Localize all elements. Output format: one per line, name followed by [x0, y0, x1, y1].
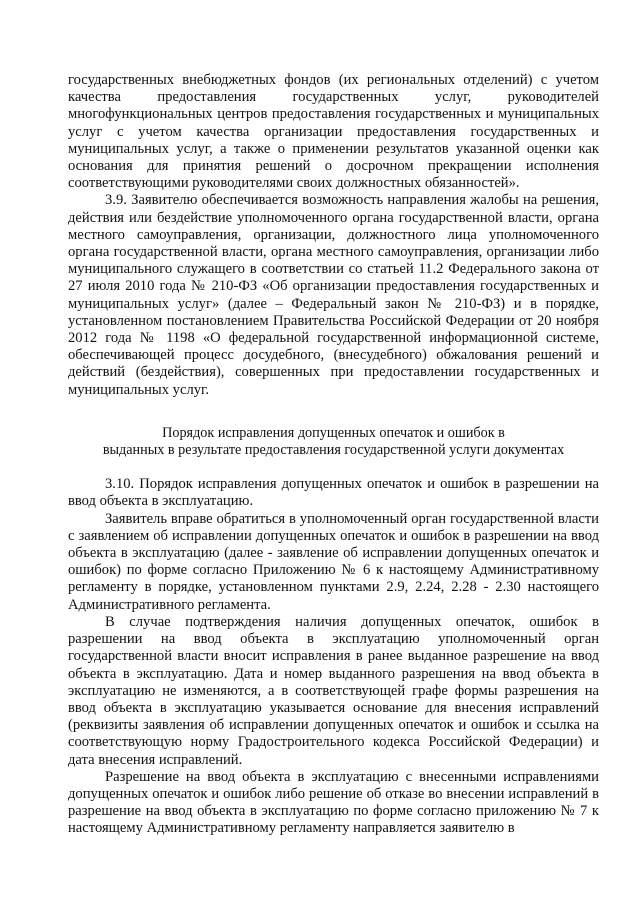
paragraph-continuation: государственных внебюджетных фондов (их региональных отделений) с учетом качества предоставления государственных услуг, руководителей многофункциональных центров предоставления государственных и муниципальных услуг с учетом качества организации предоставления государственных и муниципальных услуг, а также о применении результатов указанной оценки как основания для принятия решений о досрочном прекращении исполнения соответствующими руководителями своих должностных обязанностей». — [68, 72, 599, 192]
paragraph-3-9: 3.9. Заявителю обеспечивается возможность направления жалобы на решения, действия или бездействие уполномоченного органа государственной власти, органа местного самоуправления, организации, должностного лица уполномоченного органа государственной власти, органа местного самоуправления, организации либо муниципального служащего в соответствии со статьей 11.2 Федерального закона от 27 июля 2010 года № 210-ФЗ «Об организации предоставления государственных и муниципальных услуг» (далее – Федеральный закон № 210-ФЗ) и в порядке, установленном постановлением Правительства Российской Федерации от 20 ноября 2012 года № 1198 «О федеральной государственной информационной системе, обеспечивающей процесс досудебного, (внесудебного) обжалования решений и действий (бездействия), совершенных при предоставлении государственных и муниципальных услуг. — [68, 192, 599, 398]
spacer — [68, 399, 599, 425]
spacer — [68, 459, 599, 476]
paragraph-3-10: 3.10. Порядок исправления допущенных опечаток и ошибок в разрешении на ввод объекта в эксплуатацию. — [68, 476, 599, 510]
section-heading — [68, 425, 599, 459]
paragraph-applicant-right: Заявитель вправе обратиться в уполномоченный орган государственной власти с заявлением об исправлении допущенных опечаток и ошибок в разрешении на ввод объекта в эксплуатацию (далее - заявление об исправлении допущенных опечаток и ошибок) по форме согласно Приложению № 6 к настоящему Административному регламенту в порядке, установленном пунктами 2.9, 2.24, 2.28 - 2.30 настоящего Административного регламента. — [68, 510, 599, 613]
paragraph-permit-delivery: Разрешение на ввод объекта в эксплуатацию с внесенными исправлениями допущенных опечаток и ошибок либо решение об отказе во внесении исправлений в разрешение на ввод объекта в эксплуатацию по форме согласно приложению № 7 к настоящему Административному регламенту направляется заявителю в — [68, 768, 599, 837]
section-heading-line-2: выданных в результате предоставления государственной услуги документах — [102, 442, 565, 459]
section-heading-line-1: Порядок исправления допущенных опечаток и ошибок в — [162, 424, 505, 441]
document-page — [68, 72, 599, 838]
paragraph-corrections: В случае подтверждения наличия допущенных опечаток, ошибок в разрешении на ввод объекта в эксплуатацию уполномоченный орган государственной власти вносит исправления в ранее выданное разрешение на ввод объекта в эксплуатацию. Дата и номер выданного разрешения на ввод объекта в эксплуатацию не изменяются, а в соответствующей графе формы разрешения на ввод объекта в эксплуатацию указывается основание для внесения исправлений (реквизиты заявления об исправлении допущенных опечаток и ошибок и ссылка на соответствующую норму Градостроительного кодекса Российской Федерации) и дата внесения исправлений. — [68, 613, 599, 768]
